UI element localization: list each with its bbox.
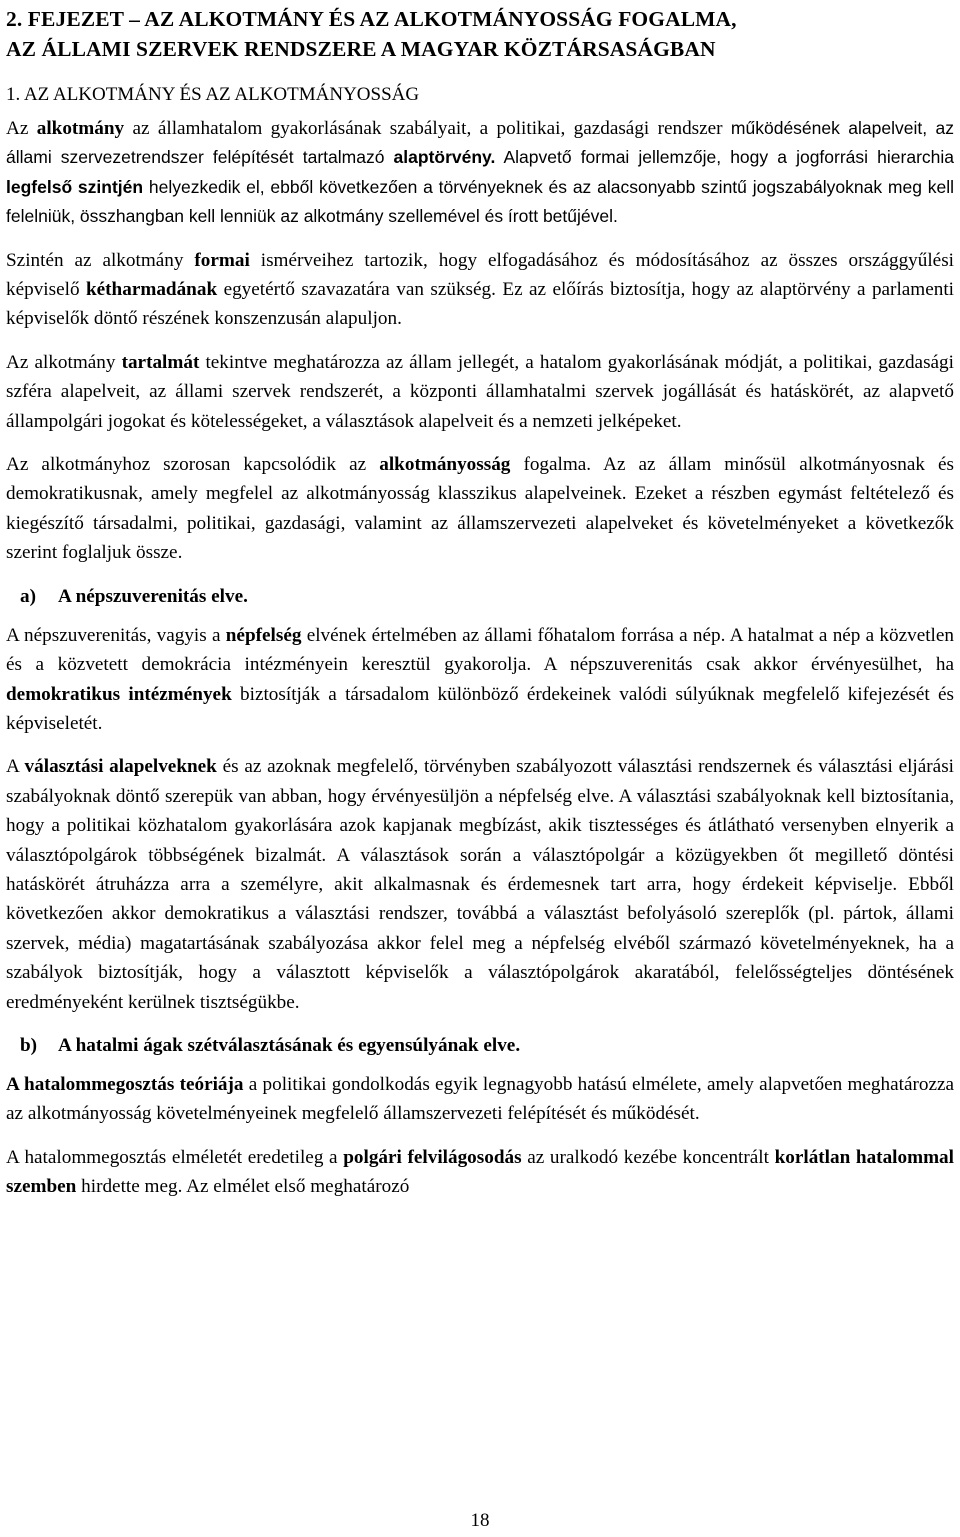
- section-title: 1. AZ ALKOTMÁNY ÉS AZ ALKOTMÁNYOSSÁG: [6, 84, 420, 105]
- chapter-title-line-2: AZ ÁLLAMI SZERVEK RENDSZERE A MAGYAR KÖZTÁRSASÁGBAN: [6, 37, 716, 61]
- subheading-a: [20, 582, 954, 611]
- paragraph-hatalommegosztas: A hatalommegosztás teóriája a politikai gondolkodás egyik legnagyobb hatású elmélete, amely alapvetően meghatározza az alkotmányosság követelményeinek megfelelő államszervezeti felépítését és működését.: [6, 1073, 954, 1125]
- paragraph-valasztasi: A választási alapelveknek és az azoknak megfelelő, törvényben szabályozott választási rendszernek és választási eljárási szabályoknak döntő szerepük van abban, hogy érvényesüljön a népfelség elve. A választási szabályoknak kell biztosítania, hogy a politikai közhatalom gyakorlására azok kapjanak megbízást, akik tisztességes és átlátható versenyben elnyerik a választópolgárok többségének bizalmát. A választások során a választópolgár a közügyekben őt megillető döntési hatáskörét átruházza arra a személyre, akit alkalmasnak és érdemesnek tart arra, hogy érdekeit képviselje. Ebből következően akkor demokratikus a választási rendszer, továbbá a választást befolyásoló szereplők (pl. pártok, állami szervek, média) magatartásának szabályozása akkor felel meg a népfelség elvéből származó követelményeknek, ha a szabályok biztosítják, hogy a választott képviselők a választópolgárok akaratából, felelősségteljes döntésének eredményeként kerülnek tisztségükbe.: [6, 756, 954, 1013]
- chapter-title: [6, 0, 954, 64]
- subheading-b-label: b): [20, 1034, 38, 1056]
- paragraph-formai: Szintén az alkotmány formai ismérveihez tartozik, hogy elfogadásához és módosításához az összes országgyűlési képviselő kétharmadának egyetértő szavazatára van szükség. Ez az előírás biztosítja, hogy az alaptörvény a parlamenti képviselők döntő részének konszenzusán alapuljon.: [6, 249, 954, 330]
- page-number: 18: [470, 1510, 490, 1531]
- paragraph-tartalmat: Az alkotmány tartalmát tekintve meghatározza az állam jellegét, a hatalom gyakorlásának módját, a politikai, gazdasági szféra alapelveit, az állami szervek rendszerét, a központi államhatalmi szervek jogállását és hatáskörét, az alapvető állampolgári jogokat és kötelességeket, a választások alapelveit és a nemzeti jelképeket.: [6, 351, 954, 432]
- subheading-b-title: A hatalmi ágak szétválasztásának és egyensúlyának elve.: [58, 1034, 521, 1056]
- subheading-b: [20, 1031, 954, 1060]
- paragraph-alkotmany: Az alkotmány az államhatalom gyakorlásának szabályait, a politikai, gazdasági rendszer működésének alapelveit, az állami szervezetrendszer felépítését tartalmazó alaptörvény. Alapvető formai jellemzője, hogy a jogforrási hierarchia legfelső szintjén helyezkedik el, ebből következően a törvényeknek és az alacsonyabb szintű jogszabályoknak meg kell felelniük, összhangban kell lenniük az alkotmány szellemével és írott betűjével.: [6, 118, 954, 227]
- paragraph-nepszuverenitas: A népszuverenitás, vagyis a népfelség elvének értelmében az állami főhatalom forrása a nép. A hatalmat a nép a közvetlen és a közvetett demokrácia intézményein keresztül gyakorolja. A népszuverenitás csak akkor érvényesülhet, ha demokratikus intézmények biztosítják a társadalom különböző érdekeinek valódi súlyúknak megfelelő kifejezését és képviseletét.: [6, 624, 954, 734]
- chapter-title-line-1: 2. FEJEZET – AZ ALKOTMÁNY ÉS AZ ALKOTMÁNYOSSÁG FOGALMA,: [6, 7, 737, 31]
- paragraph-alkotmanyossag: Az alkotmányhoz szorosan kapcsolódik az alkotmányosság fogalma. Az az állam minősül alkotmányosnak és demokratikusnak, amely megfelel az alkotmányosság klasszikus alapelveinek. Ezeket a részben egymást feltételező és kiegészítő társadalmi, politikai, gazdasági, valamint az államszervezeti alapelveket és követelményeket a következők szerint foglaljuk össze.: [6, 454, 954, 564]
- paragraph-felvilagosodas: A hatalommegosztás elméletét eredetileg a polgári felvilágosodás az uralkodó kezébe koncentrált korlátlan hatalommal szemben hirdette meg. Az elmélet első meghatározó: [6, 1146, 954, 1198]
- subheading-a-label: a): [20, 585, 36, 607]
- subheading-a-title: A népszuverenitás elve.: [58, 585, 248, 607]
